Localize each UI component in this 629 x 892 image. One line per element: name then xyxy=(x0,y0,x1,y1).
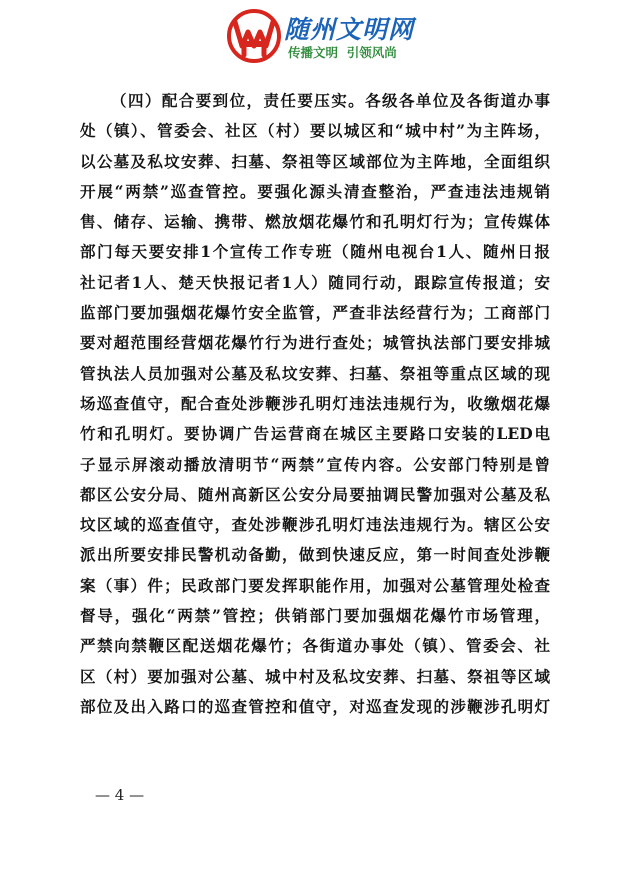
text-line: （四）配合要到位，责任要压实。各级各单位及各街道办事 xyxy=(111,91,550,110)
site-slogan: 传播文明 引领风尚 xyxy=(288,45,397,60)
text-line: 开展“两禁”巡查管控。要强化源头清查整治，严查违法违规销 xyxy=(80,181,550,201)
text-line: 都区公安分局、随州高新区公安分局要抽调民警加强对公墓及私 xyxy=(80,484,550,504)
text-line: 监部门要加强烟花爆竹安全监管，严查非法经营行为；工商部门 xyxy=(80,303,550,323)
text-line: 售、储存、运输、携带、燃放烟花爆竹和孔明灯行为；宣传媒体 xyxy=(80,212,550,232)
text-line: 区（村）要加强对公墓、城中村及私坟安葬、扫墓、祭祖等区域 xyxy=(80,666,550,686)
text-line: 派出所要安排民警机动备勤，做到快速反应，第一时间查处涉鞭 xyxy=(80,545,550,565)
page-number: — 4 — xyxy=(95,786,145,804)
text-line: 子显示屏滚动播放清明节“两禁”宣传内容。公安部门特别是曾 xyxy=(80,454,550,474)
text-line: 部门每天要安排1个宣传工作专班（随州电视台1人、随州日报 xyxy=(80,242,550,262)
text-line: 管执法人员加强对公墓及私坟安葬、扫墓、祭祖等重点区域的现 xyxy=(80,363,550,383)
wm-logo-icon xyxy=(226,8,282,64)
text-line: 处（镇）、管委会、社区（村）要以城区和“城中村”为主阵场， xyxy=(80,121,550,141)
text-line: 场巡查值守，配合查处涉鞭涉孔明灯违法违规行为，收缴烟花爆 xyxy=(80,393,550,413)
site-header xyxy=(226,8,446,64)
document-body xyxy=(80,86,550,722)
text-line: 社记者1人、楚天快报记者1人）随同行动，跟踪宣传报道；安 xyxy=(80,272,550,292)
text-line: 要对超范围经营烟花爆竹行为进行查处；城管执法部门要安排城 xyxy=(80,333,550,353)
text-line: 以公墓及私坟安葬、扫墓、祭祖等区域部位为主阵地，全面组织 xyxy=(80,151,550,171)
site-name: 随州文明网 xyxy=(284,15,415,44)
text-line: 坟区域的巡查值守，查处涉鞭涉孔明灯违法违规行为。辖区公安 xyxy=(80,515,550,535)
text-line: 竹和孔明灯。要协调广告运营商在城区主要路口安装的LED电 xyxy=(80,424,550,444)
text-line: 严禁向禁鞭区配送烟花爆竹；各街道办事处（镇）、管委会、社 xyxy=(80,636,550,656)
text-line: 部位及出入路口的巡查管控和值守，对巡查发现的涉鞭涉孔明灯 xyxy=(80,696,550,716)
text-line: 案（事）件；民政部门要发挥职能作用，加强对公墓管理处检查 xyxy=(80,575,550,595)
text-line: 督导，强化“两禁”管控；供销部门要加强烟花爆竹市场管理， xyxy=(80,606,550,626)
